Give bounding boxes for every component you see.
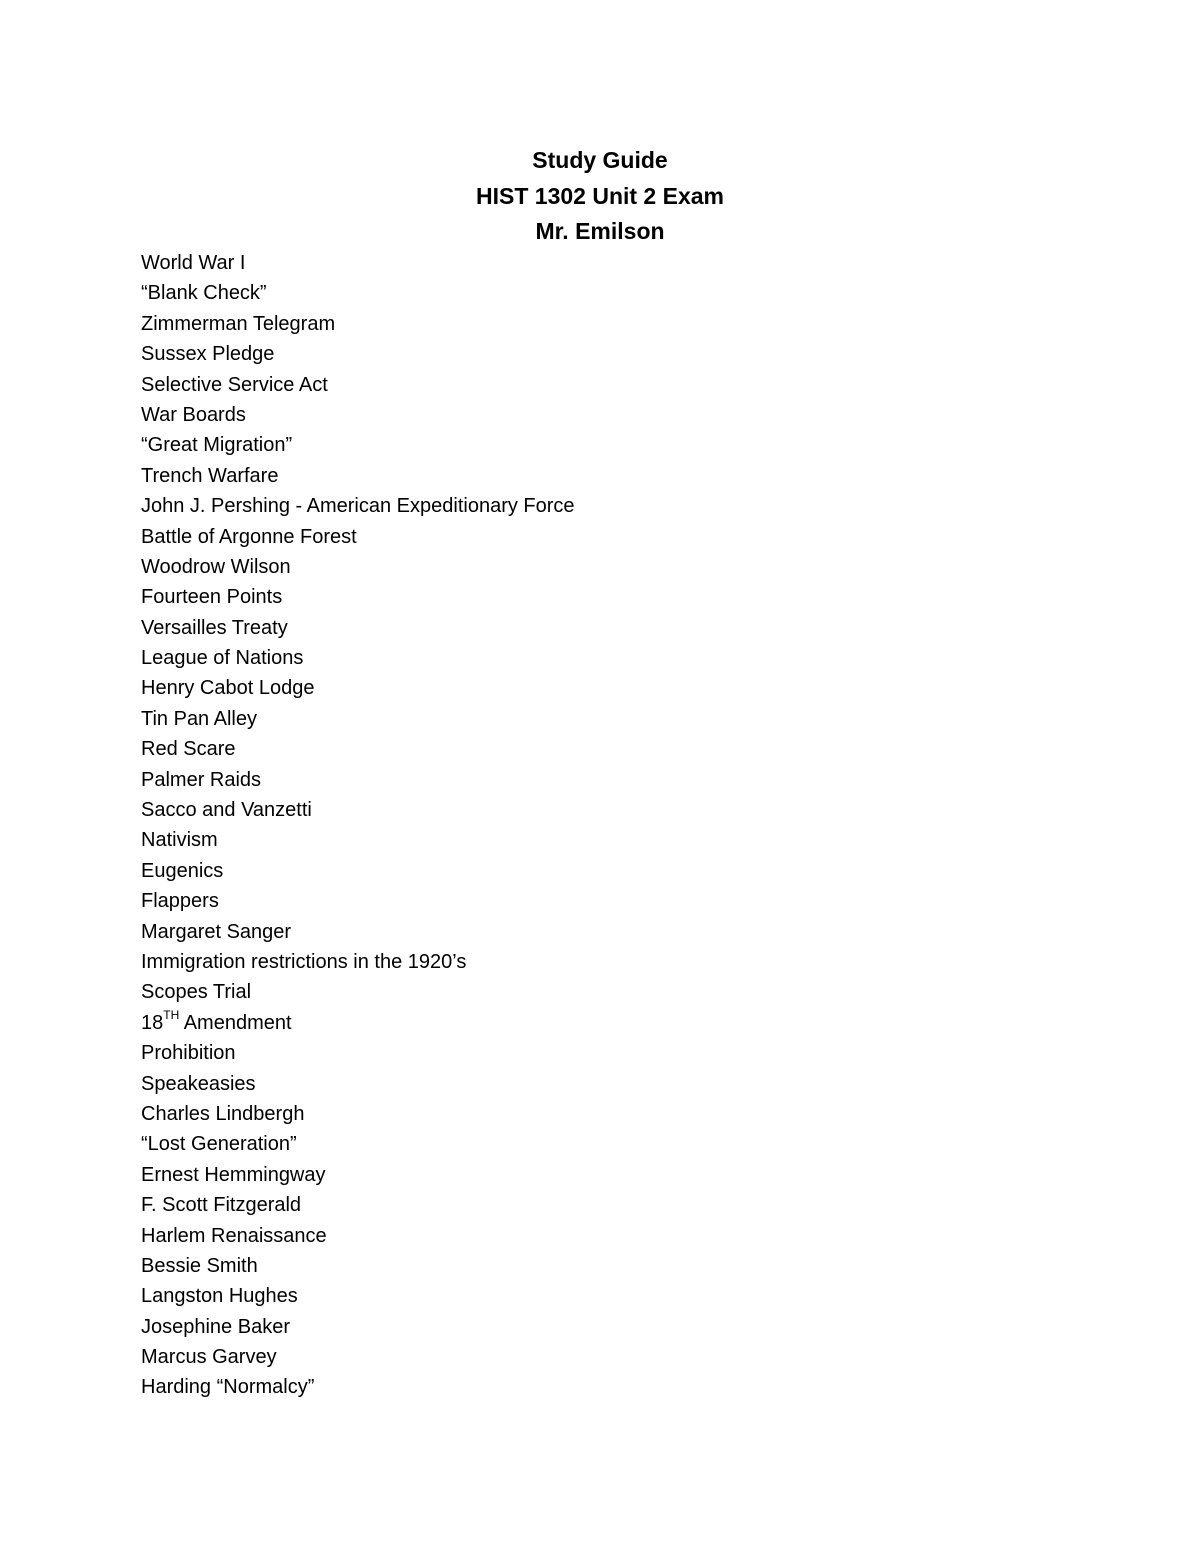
list-item [141, 1251, 575, 1281]
list-item [141, 673, 575, 703]
list-item [141, 765, 575, 795]
list-item [141, 917, 575, 947]
term-text: Eugenics [141, 859, 224, 882]
term-text: Harding “Normalcy” [141, 1376, 315, 1399]
term-text: Speakeasies [141, 1072, 256, 1095]
list-item [141, 430, 575, 460]
term-text: Immigration restrictions in the 1920’s [141, 950, 467, 973]
list-item [141, 552, 575, 582]
term-text: F. Scott Fitzgerald [141, 1194, 302, 1217]
term-text: Palmer Raids [141, 768, 262, 791]
list-item [141, 977, 575, 1007]
list-item [141, 309, 575, 339]
list-item [141, 1129, 575, 1159]
term-text: Red Scare [141, 738, 236, 761]
term-text-rest: Amendment [179, 1011, 292, 1034]
list-item [141, 1312, 575, 1342]
list-item [141, 613, 575, 643]
list-item [141, 1160, 575, 1190]
term-text: Charles Lindbergh [141, 1102, 305, 1125]
term-text: War Boards [141, 403, 246, 426]
list-item [141, 1342, 575, 1372]
list-item [141, 1281, 575, 1311]
term-text: League of Nations [141, 647, 304, 670]
list-item [141, 947, 575, 977]
list-item [141, 704, 575, 734]
list-item [141, 582, 575, 612]
term-text: 18 [141, 1011, 164, 1034]
list-item [141, 400, 575, 430]
list-item [141, 461, 575, 491]
list-item [141, 1221, 575, 1251]
list-item [141, 339, 575, 369]
list-item [141, 1372, 575, 1402]
term-text: Battle of Argonne Forest [141, 525, 357, 548]
term-text: Bessie Smith [141, 1254, 258, 1277]
list-item [141, 856, 575, 886]
term-text: Sacco and Vanzetti [141, 799, 312, 822]
instructor-name: Mr. Emilson [535, 218, 665, 244]
list-item [141, 248, 575, 278]
term-text: John J. Pershing - American Expeditionary Force [141, 495, 575, 518]
document-header [0, 143, 1200, 250]
term-text: World War I [141, 252, 246, 274]
term-text: “Great Migration” [141, 434, 293, 457]
list-item [141, 1008, 575, 1038]
term-text: Scopes Trial [141, 981, 252, 1004]
list-item [141, 1190, 575, 1220]
term-text: Sussex Pledge [141, 343, 275, 366]
list-item [141, 825, 575, 855]
term-text: Tin Pan Alley [141, 707, 257, 730]
list-item [141, 1099, 575, 1129]
term-text: Flappers [141, 890, 219, 913]
term-text: Harlem Renaissance [141, 1224, 327, 1247]
term-text: “Lost Generation” [141, 1133, 297, 1156]
term-text: Ernest Hemmingway [141, 1163, 326, 1186]
list-item [141, 278, 575, 308]
list-item [141, 370, 575, 400]
list-item [141, 734, 575, 764]
course-title: HIST 1302 Unit 2 Exam [476, 182, 724, 209]
term-text: Zimmerman Telegram [141, 312, 336, 335]
list-item [141, 1038, 575, 1068]
term-text: Selective Service Act [141, 373, 328, 396]
term-text: Woodrow Wilson [141, 555, 291, 578]
list-item [141, 1069, 575, 1099]
term-list [141, 248, 575, 1403]
list-item [141, 522, 575, 552]
term-text: Josephine Baker [141, 1315, 290, 1338]
term-superscript: TH [163, 1008, 180, 1023]
term-text: Prohibition [141, 1042, 236, 1065]
term-text: Versailles Treaty [141, 616, 288, 639]
term-text: Nativism [141, 829, 218, 852]
term-text: Henry Cabot Lodge [141, 677, 315, 700]
term-text: Trench Warfare [141, 464, 279, 487]
list-item [141, 491, 575, 521]
list-item [141, 795, 575, 825]
term-text: Margaret Sanger [141, 920, 292, 943]
list-item [141, 886, 575, 916]
list-item [141, 643, 575, 673]
term-text: Fourteen Points [141, 586, 283, 609]
term-text: Marcus Garvey [141, 1346, 277, 1369]
term-text: “Blank Check” [141, 282, 267, 305]
document-title: Study Guide [532, 147, 668, 173]
term-text: Langston Hughes [141, 1285, 298, 1308]
